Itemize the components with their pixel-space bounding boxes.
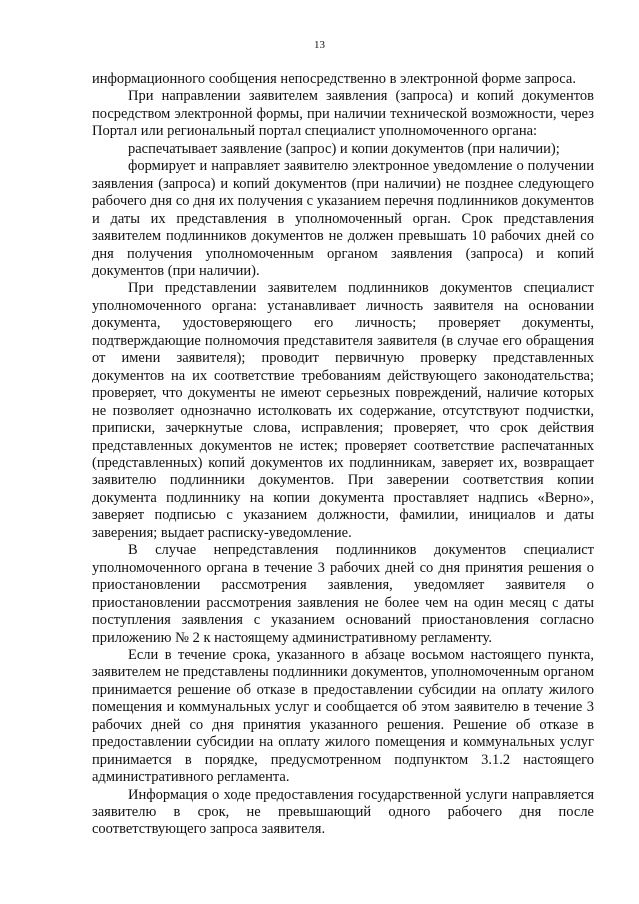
paragraph-suspension: В случае непредставления подлинников документов специалист уполномоченного органа в течение 3 рабочих дней со дня принятия решения о приостановлении рассмотрения заявления, уведомляет заявителя о приостановлении рассмотрения заявления не более чем на один месяц с даты поступления заявления с указанием оснований приостановления согласно приложению № 2 к настоящему административному регламенту. xyxy=(92,542,594,646)
paragraph-original-documents-check: При представлении заявителем подлинников документов специалист уполномоченного органа: устанавливает личность заявителя на основании документа, удостоверяющего его личность; проверяет документы, подтверждающие полномочия представителя заявителя (в случае его обращения от имени заявителя); проводит первичную проверку представленных документов на их соответствие требованиям действующего законодательства; проверяет, что документы не имеют серьезных повреждений, наличие которых не позволяет однозначно истолковать их содержание, отсутствуют подчистки, приписки, зачеркнутые слова, исправления; проверяет, что срок действия представленных документов не истек; проверяет соответствие распечатанных (представленных) копий документов их подлинникам, заверяет их, возвращает заявителю подлинники документов. При заверении соответствия копии документа подлиннику на копии документа проставляет надпись «Верно», заверяет подписью с указанием должности, фамилии, инициалов и даты заверения; выдает расписку-уведомление. xyxy=(92,280,594,541)
body-text xyxy=(92,71,594,839)
paragraph-refusal: Если в течение срока, указанного в абзаце восьмом настоящего пункта, заявителем не представлены подлинники документов, уполномоченным органом принимается решение об отказе в предоставлении субсидии на оплату жилого помещения и коммунальных услуг и сообщается об этом заявителю в течение 3 рабочих дней со дня принятия указанного решения. Решение об отказе в предоставлении субсидии на оплату жилого помещения и коммунальных услуг принимается в порядке, предусмотренном подпунктом 3.1.2 настоящего административного регламента. xyxy=(92,646,594,786)
paragraph-electronic-notification: формирует и направляет заявителю электронное уведомление о получении заявления (запроса) и копий документов (при наличии) не позднее следующего рабочего дня со дня их получения с указанием перечня подлинников документов и даты их представления в уполномоченный орган. Срок представления заявителем подлинников документов не должен превышать 10 рабочих дней со дня получения уполномоченным органом заявления (запроса) и копий документов (при наличии). xyxy=(92,158,594,279)
paragraph-print-documents: распечатывает заявление (запрос) и копии документов (при наличии); xyxy=(128,140,560,157)
page-number: 13 xyxy=(314,39,325,51)
paragraph-continuation: информационного сообщения непосредственно в электронной форме запроса. xyxy=(92,71,576,87)
paragraph-information-progress: Информация о ходе предоставления государственной услуги направляется заявителю в срок, не превышающий одного рабочего дня после соответствующего запроса заявителя. xyxy=(92,786,594,838)
paragraph-electronic-submission: При направлении заявителем заявления (запроса) и копий документов посредством электронной формы, при наличии технической возможности, через Портал или региональный портал специалист уполномоченного органа: xyxy=(92,88,594,140)
